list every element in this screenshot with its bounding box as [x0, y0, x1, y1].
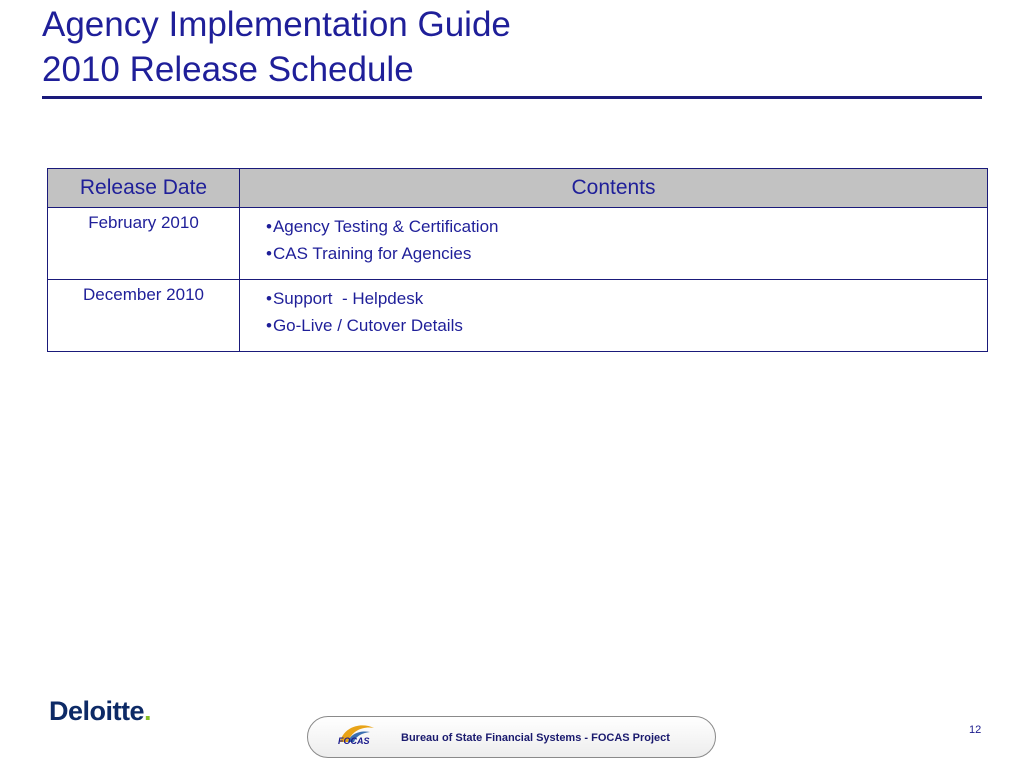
deloitte-logo	[49, 696, 151, 727]
focas-logo-icon	[334, 720, 378, 754]
content-bullet	[266, 312, 981, 339]
bullet-icon: •	[266, 217, 272, 236]
page-number: 12	[969, 724, 982, 736]
content-bullet-text: CAS Training for Agencies	[272, 244, 472, 263]
table-header-row	[48, 169, 988, 208]
header-contents: Contents	[240, 169, 988, 208]
bullet-icon: •	[266, 244, 272, 263]
content-bullet	[266, 213, 981, 240]
release-date-cell: December 2010	[48, 280, 240, 352]
slide-title-line1: Agency Implementation Guide	[42, 5, 511, 44]
deloitte-dot: .	[144, 696, 152, 726]
table-row	[48, 208, 988, 280]
release-date-cell: February 2010	[48, 208, 240, 280]
bullet-icon: •	[266, 289, 272, 308]
contents-cell	[240, 208, 988, 280]
content-bullet	[266, 285, 981, 312]
footer-project-text: Bureau of State Financial Systems - FOCAS Project	[401, 732, 670, 744]
deloitte-wordmark: Deloitte	[49, 696, 145, 726]
slide-title-line2: 2010 Release Schedule	[42, 50, 414, 89]
slide-title	[42, 2, 511, 92]
footer-banner	[307, 716, 716, 758]
contents-cell	[240, 280, 988, 352]
focas-logo-text: FOCAS	[338, 736, 370, 746]
content-bullet-text: Go-Live / Cutover Details	[272, 316, 463, 335]
release-schedule-table	[47, 168, 988, 352]
bullet-icon: •	[266, 316, 272, 335]
content-bullet	[266, 240, 981, 267]
content-bullet-text: Agency Testing & Certification	[272, 217, 499, 236]
content-bullet-text: Support - Helpdesk	[272, 289, 424, 308]
title-divider	[42, 96, 982, 99]
header-release-date: Release Date	[48, 169, 240, 208]
table-row	[48, 280, 988, 352]
